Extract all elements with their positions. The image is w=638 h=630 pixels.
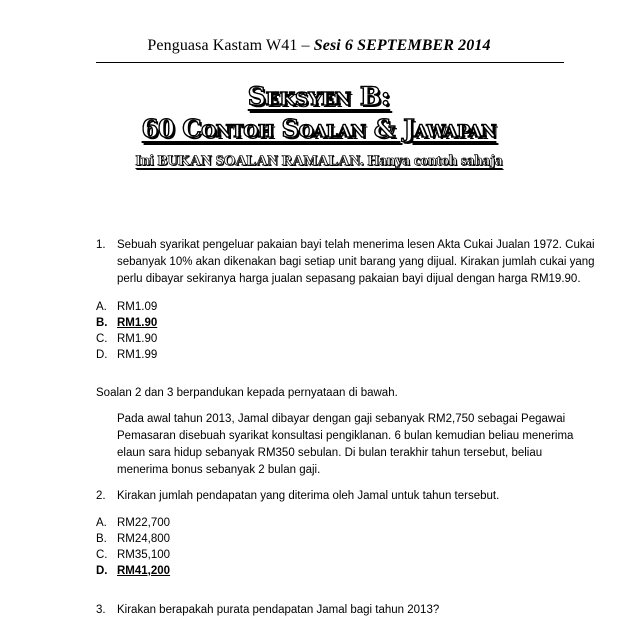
option-letter: D.	[96, 565, 108, 577]
q1-line-1: Sebuah syarikat pengeluar pakaian bayi telah menerima lesen Akta Cukai Jualan 1972. Cukai	[117, 239, 595, 251]
option-text: RM1.09	[117, 301, 158, 313]
page-header	[0, 37, 638, 55]
disclaimer: Ini BUKAN SOALAN RAMALAN. Hanya contoh sahaja	[135, 153, 503, 169]
header-session: Sesi 6 SEPTEMBER 2014	[313, 37, 491, 54]
q1-line-3: perlu dibayar sekiranya harga jualan sepasang pakaian bayi dijual dengan harga RM19.90.	[117, 273, 581, 285]
passage-line-3: elaun sara hidup sebanyak RM350 sebulan. Di bulan terakhir tahun tersebut, beliau	[117, 447, 543, 459]
intro-q2-q3: Soalan 2 dan 3 berpandukan kepada pernyataan di bawah.	[96, 387, 398, 399]
option-text: RM35,100	[117, 549, 171, 561]
option-letter: B.	[96, 533, 107, 545]
option-text: RM1.90	[117, 333, 158, 345]
q2-text: Kirakan jumlah pendapatan yang diterima oleh Jamal untuk tahun tersebut.	[117, 490, 500, 502]
option-text-answer: RM41,200	[117, 565, 171, 577]
option-letter: C.	[96, 333, 108, 345]
option-letter: A.	[96, 517, 107, 529]
q1-number: 1.	[96, 239, 106, 251]
passage-line-4: menerima bonus sebanyak 2 bulan gaji.	[117, 464, 321, 476]
passage-line-2: Pemasaran disebuah syarikat konsultasi pengiklanan. 6 bulan kemudian beliau menerima	[117, 430, 574, 442]
q3-text: Kirakan berapakah purata pendapatan Jamal bagi tahun 2013?	[117, 604, 440, 616]
option-text: RM22,700	[117, 517, 171, 529]
option-letter: C.	[96, 549, 108, 561]
header-rule	[96, 62, 564, 63]
header-text: Penguasa Kastam W41 –	[147, 37, 314, 54]
passage-line-1: Pada awal tahun 2013, Jamal dibayar dengan gaji sebanyak RM2,750 sebagai Pegawai	[117, 413, 566, 425]
option-text: RM24,800	[117, 533, 171, 545]
option-letter: A.	[96, 301, 107, 313]
option-letter: B.	[96, 317, 108, 329]
q1-line-2: sebanyak 10% akan dikenakan bagi setiap unit barang yang dijual. Kirakan jumlah cukai yang	[117, 256, 595, 268]
section-subtitle-title: 60 Contoh Soalan & Jawapan	[141, 114, 497, 143]
option-letter: D.	[96, 349, 108, 361]
option-text: RM1.99	[117, 349, 158, 361]
section-title: Seksyen B:	[247, 82, 391, 111]
q3-number: 3.	[96, 604, 106, 616]
q2-number: 2.	[96, 490, 106, 502]
option-text-answer: RM1.90	[117, 317, 158, 329]
